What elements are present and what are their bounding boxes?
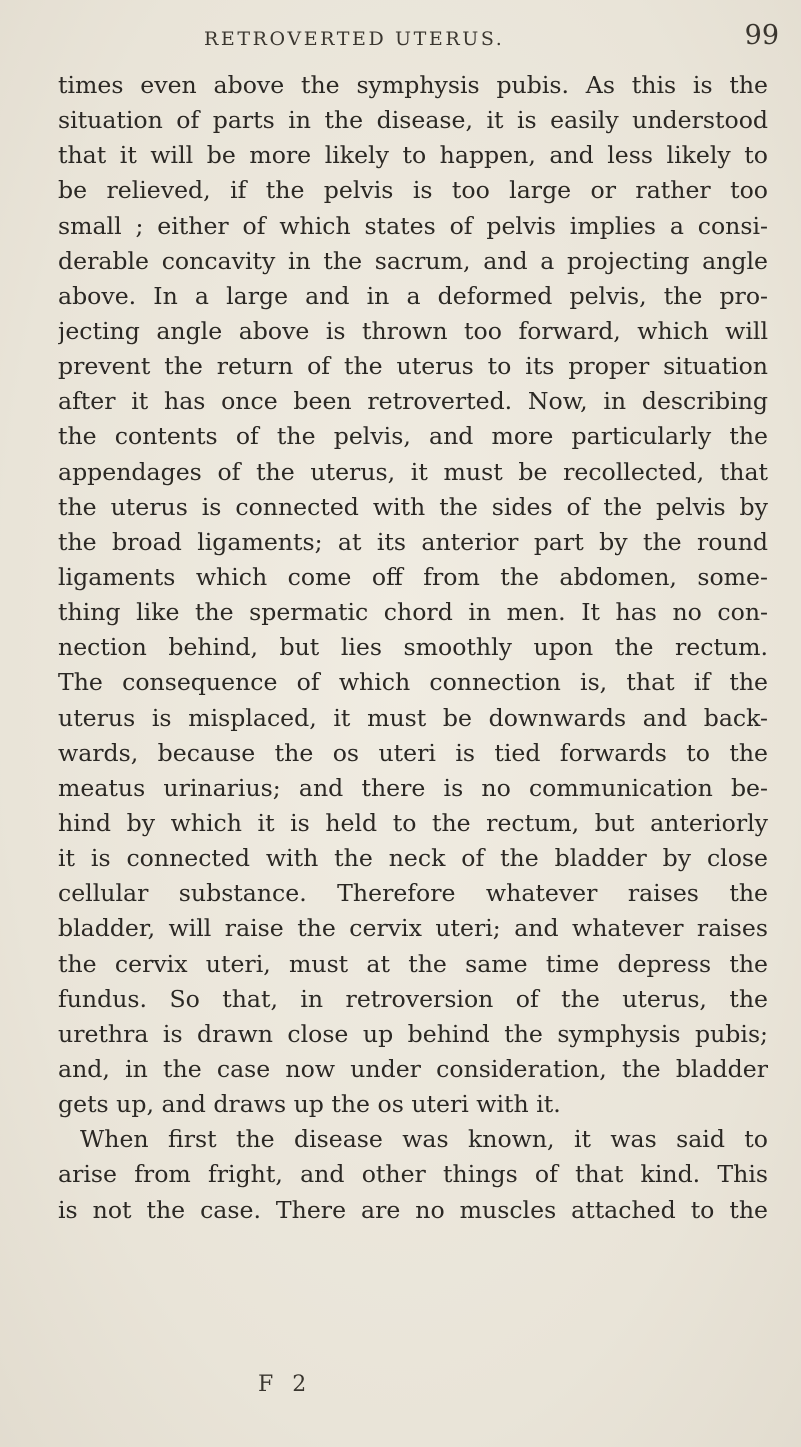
paragraph-end-line: gets up, and draws up the os uteri with it. — [58, 1090, 561, 1119]
paragraph-start-line: When first the disease was known, it was said to — [80, 1125, 768, 1154]
text-line: uterus is misplaced, it must be downwards and back- — [58, 703, 768, 732]
text-line: above. In a large and in a deformed pelvis, the pro- — [58, 281, 768, 310]
text-line: jecting angle above is thrown too forward, which will — [58, 316, 768, 345]
text-line: times even above the symphysis pubis. As this is the — [58, 71, 768, 99]
text-line: The consequence of which connection is, that if the — [58, 668, 768, 697]
text-line: derable concavity in the sacrum, and a projecting angle — [58, 246, 768, 275]
text-line: meatus urinarius; and there is no communication be- — [58, 773, 768, 802]
text-line: that it will be more likely to happen, and less likely to — [58, 141, 768, 170]
body-text — [58, 68, 768, 1228]
text-line: prevent the return of the uterus to its proper situation — [58, 352, 768, 381]
text-line: is not the case. There are no muscles attached to the — [58, 1195, 768, 1224]
text-line: bladder, will raise the cervix uteri; and whatever raises — [58, 914, 768, 943]
signature-mark: F 2 — [258, 1372, 313, 1397]
text-line: the broad ligaments; at its anterior part by the round — [58, 527, 768, 556]
text-line: and, in the case now under consideration, the bladder — [58, 1054, 768, 1083]
text-line: urethra is drawn close up behind the symphysis pubis; — [58, 1019, 768, 1048]
text-line: ligaments which come off from the abdomen, some- — [58, 562, 768, 591]
running-title: RETROVERTED UTERUS. — [204, 28, 505, 50]
page-number: 99 — [744, 20, 779, 51]
text-line: be relieved, if the pelvis is too large or rather too — [58, 176, 768, 205]
page-header — [204, 20, 779, 56]
text-line: small ; either of which states of pelvis implies a consi- — [58, 211, 768, 240]
text-line: situation of parts in the disease, it is easily understood — [58, 106, 768, 135]
text-line: the cervix uteri, must at the same time depress the — [58, 949, 768, 978]
text-line: the uterus is connected with the sides of the pelvis by — [58, 492, 768, 521]
text-line: cellular substance. Therefore whatever raises the — [58, 879, 768, 908]
text-line: the contents of the pelvis, and more particularly the — [58, 422, 768, 451]
text-line: appendages of the uterus, it must be recollected, that — [58, 457, 768, 486]
text-line: hind by which it is held to the rectum, but anteriorly — [58, 808, 768, 837]
text-line: fundus. So that, in retroversion of the uterus, the — [58, 984, 768, 1013]
text-line: wards, because the os uteri is tied forwards to the — [58, 738, 768, 767]
text-line: it is connected with the neck of the bladder by close — [58, 844, 768, 873]
text-line: thing like the spermatic chord in men. It has no con- — [58, 598, 768, 627]
text-line: after it has once been retroverted. Now, in describing — [58, 387, 768, 416]
text-line: nection behind, but lies smoothly upon the rectum. — [58, 633, 768, 662]
text-line: arise from fright, and other things of that kind. This — [58, 1160, 768, 1189]
